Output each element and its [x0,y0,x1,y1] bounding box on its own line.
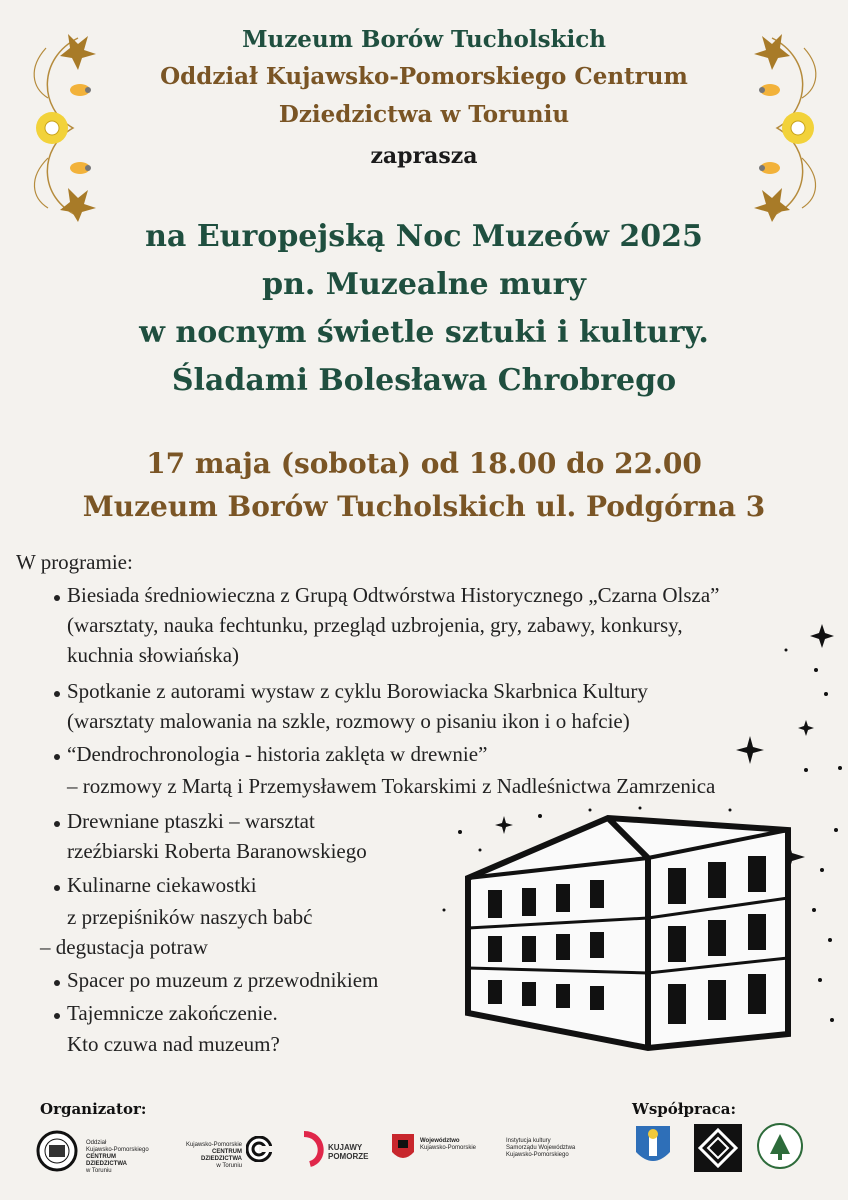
program-item-3-line2: – rozmowy z Martą i Przemysławem Tokarskimi z Nadleśnictwa Zamrzenica [67,774,716,798]
program-item-5-line3: – degustacja potraw [40,935,208,959]
tuchola-coat-of-arms-icon [634,1124,672,1170]
bullet-icon [54,691,60,697]
program-item-7-line1: Tajemnicze zakończenie. [67,1001,278,1025]
event-place: Muzeum Borów Tucholskich ul. Podgórna 3 [82,490,766,523]
program-item-2-line1: Spotkanie z autorami wystaw z cyklu Borowiacka Skarbnica Kultury [67,679,648,703]
voivodeship-coat-of-arms-icon [390,1132,416,1164]
logo5-text: Instytucja kultury Samorządu Województwa Kujawsko-Pomorskiego [506,1138,576,1158]
program-item-4-line2: rzeźbiarski Roberta Baranowskiego [67,839,367,863]
program-item-2-line2: (warsztaty malowania na szkle, rozmowy o pisaniu ikon i o hafcie) [67,709,630,733]
cooperation-label: Współpraca: [632,1100,737,1118]
bullet-icon [54,1013,60,1019]
forest-district-logo-icon [756,1122,804,1170]
event-date: 17 maja (sobota) od 18.00 do 22.00 [146,447,702,480]
branch-name-line2: Dziedzictwa w Toruniu [278,101,570,128]
museum-seal-logo-icon [36,1130,78,1172]
program-item-6-line1: Spacer po muzeum z przewodnikiem [67,968,379,992]
organizer-label: Organizator: [40,1100,147,1118]
bullet-icon [54,754,60,760]
bullet-icon [54,885,60,891]
invites-text: zaprasza [370,143,478,169]
program-heading: W programie: [16,550,133,574]
museum-name: Muzeum Borów Tucholskich [242,26,606,53]
event-title-line4: Śladami Bolesława Chrobrego [171,363,677,398]
logo2-text: Kujawsko-Pomorskie CENTRUM DZIEDZICTWA w Toruniu [185,1142,242,1169]
program-item-3-line1: “Dendrochronologia - historia zaklęta w drewnie” [67,742,488,766]
bullet-icon [54,595,60,601]
centrum-dziedzictwa-logo-icon [246,1136,272,1162]
program-item-5-line1: Kulinarne ciekawostki [67,873,257,897]
ethnographic-pattern-logo-icon [694,1124,742,1172]
logo3-text: KUJAWY POMORZE [328,1143,369,1161]
program-item-1-line2: (warsztaty, nauka fechtunku, przegląd uzbrojenia, gry, zabawy, konkursy, [67,613,683,637]
event-title-line1: na Europejską Noc Muzeów 2025 [145,219,703,254]
event-title-line3: w nocnym świetle sztuki i kultury. [139,315,709,350]
event-title-line2: pn. Muzealne mury [262,267,586,302]
bullet-icon [54,980,60,986]
bullet-icon [54,821,60,827]
program-section [16,547,848,1067]
logo1-text: Oddział Kujawsko-Pomorskiego CENTRUM DZIEDZICTWA w Toruniu [86,1140,149,1174]
program-item-4-line1: Drewniane ptaszki – warsztat [67,809,315,833]
program-item-1-line1: Biesiada średniowieczna z Grupą Odtwórstwa Historycznego „Czarna Olsza” [67,583,720,607]
logo4-text: Województwo Kujawsko-Pomorskie [420,1138,477,1151]
program-item-5-line2: z przepiśników naszych babć [67,905,313,929]
program-item-1-line3: kuchnia słowiańska) [67,643,240,667]
kujawy-pomorze-logo-icon [300,1130,328,1168]
program-item-7-line2: Kto czuwa nad muzeum? [67,1032,280,1056]
branch-name-line1: Oddział Kujawsko-Pomorskiego Centrum [160,63,688,90]
